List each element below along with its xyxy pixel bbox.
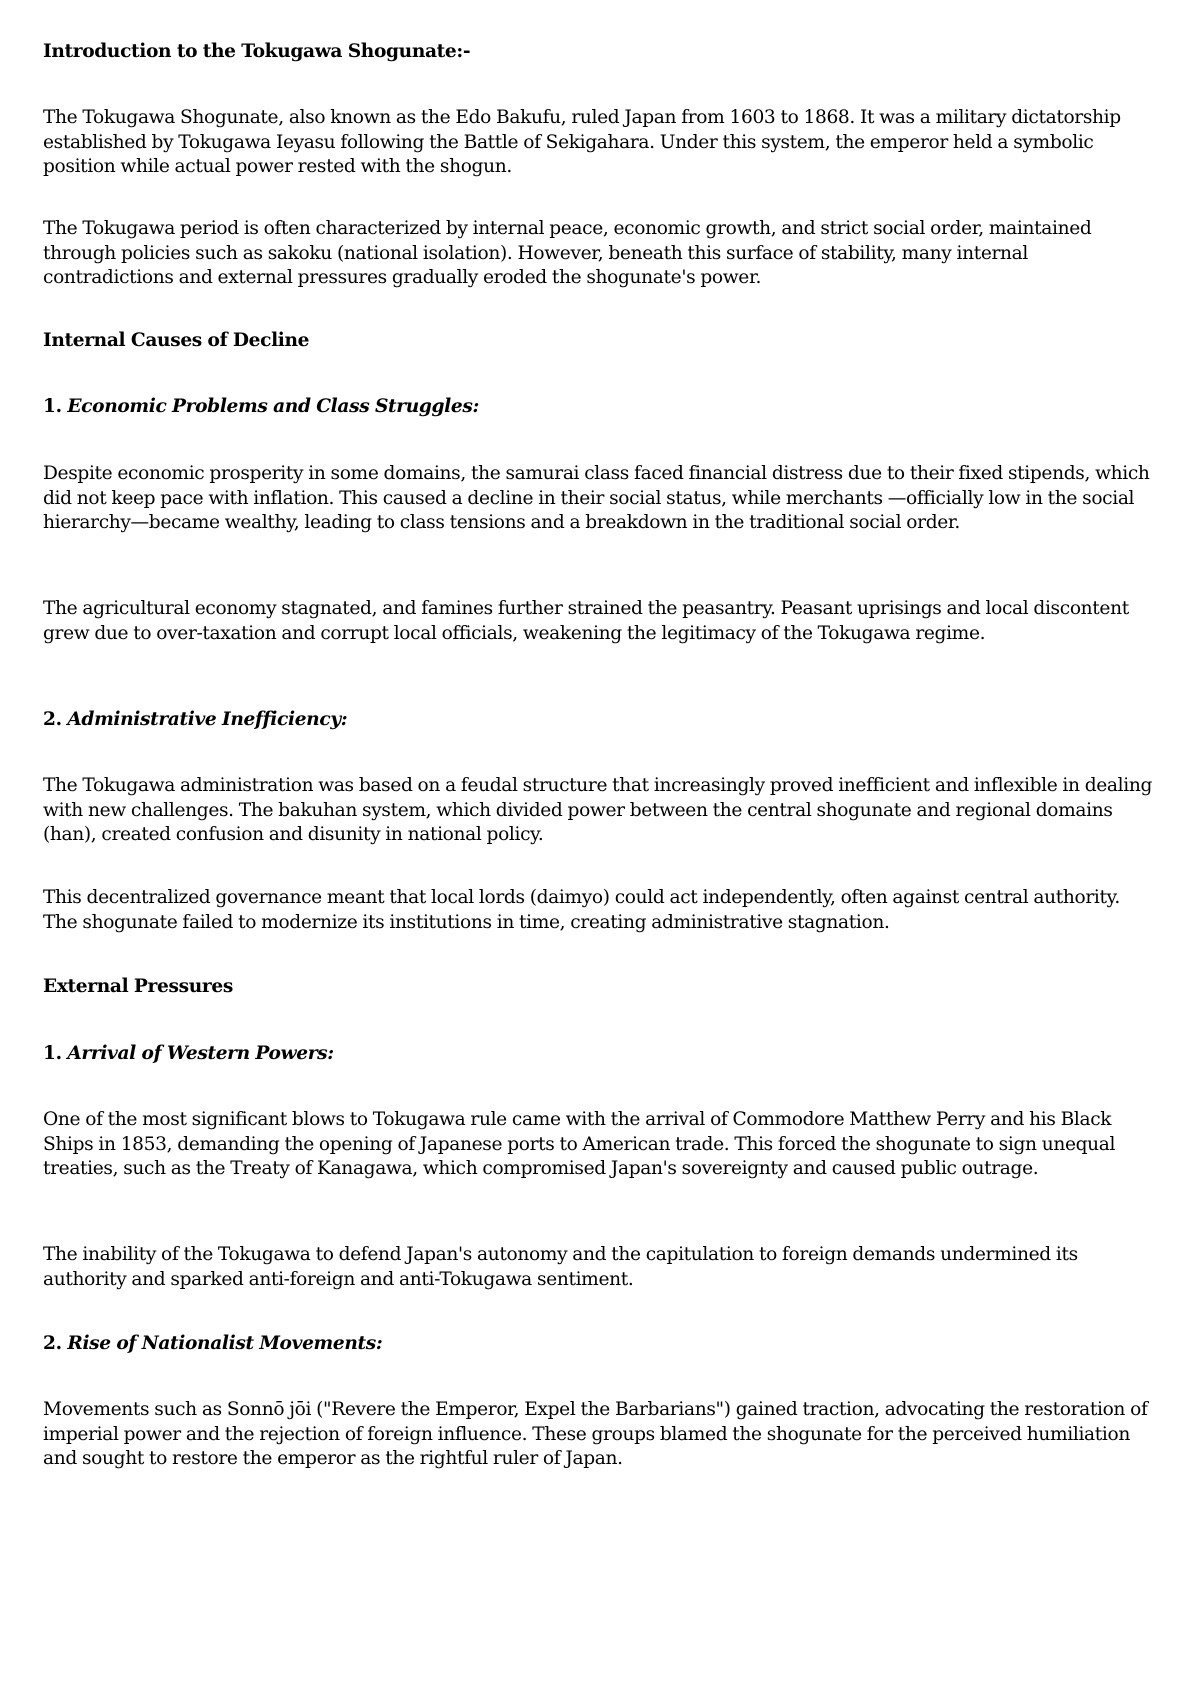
economic-paragraph-2: The agricultural economy stagnated, and famines further strained the peasantry. Peasant uprisings and local discontent grew due to over-taxation and corrupt local officials, weakening the legitimacy of the Tokugawa regime.	[43, 598, 1129, 644]
subheading-nationalist-movements	[43, 1332, 1158, 1357]
section-heading-internal: Internal Causes of Decline	[43, 330, 310, 351]
subheading-western-powers	[43, 1042, 1158, 1067]
nationalist-paragraph-1: Movements such as Sonnō jōi ("Revere the Emperor, Expel the Barbarians") gained traction, advocating the restoration of imperial power and the rejection of foreign influence. These groups blamed the shogunate for the perceived humiliation and sought to restore the emperor as the rightful ruler of Japan.	[43, 1399, 1148, 1470]
section-heading-external: External Pressures	[43, 976, 233, 997]
administrative-paragraph-2: This decentralized governance meant that local lords (daimyo) could act independently, often against central authority. The shogunate failed to modernize its institutions in time, creating administrative stagnation.	[43, 887, 1120, 933]
western-paragraph-2: The inability of the Tokugawa to defend Japan's autonomy and the capitulation to foreign demands undermined its authority and sparked anti-foreign and anti-Tokugawa sentiment.	[43, 1244, 1078, 1290]
intro-paragraph-2: The Tokugawa period is often characterized by internal peace, economic growth, and strict social order, maintained through policies such as sakoku (national isolation). However, beneath this surface of stability, many internal contradictions and external pressures gradually eroded the shogunate's power.	[43, 218, 1092, 289]
subheading-title: Arrival of Western Powers:	[67, 1043, 334, 1064]
economic-paragraph-1: Despite economic prosperity in some domains, the samurai class faced financial distress due to their fixed stipends, which did not keep pace with inflation. This caused a decline in their social status, while merchants —officially low in the social hierarchy—became wealthy, leading to class tensions and a breakdown in the traditional social order.	[43, 463, 1150, 534]
administrative-paragraph-1: The Tokugawa administration was based on a feudal structure that increasingly proved inefficient and inflexible in dealing with new challenges. The bakuhan system, which divided power between the central shogunate and regional domains (han), created confusion and disunity in national policy.	[43, 775, 1153, 846]
subheading-number: 2.	[43, 1333, 62, 1354]
intro-paragraph-1: The Tokugawa Shogunate, also known as the Edo Bakufu, ruled Japan from 1603 to 1868. It was a military dictatorship established by Tokugawa Ieyasu following the Battle of Sekigahara. Under this system, the emperor held a symbolic position while actual power rested with the shogun.	[43, 107, 1121, 178]
subheading-economic-problems	[43, 395, 1158, 420]
subheading-administrative-inefficiency	[43, 708, 1158, 733]
subheading-number: 1.	[43, 1043, 62, 1064]
subheading-number: 1.	[43, 396, 62, 417]
subheading-title: Economic Problems and Class Struggles:	[67, 396, 480, 417]
subheading-title: Rise of Nationalist Movements:	[67, 1333, 383, 1354]
document-title: Introduction to the Tokugawa Shogunate:-	[43, 41, 471, 62]
western-paragraph-1: One of the most significant blows to Tokugawa rule came with the arrival of Commodore Matthew Perry and his Black Ships in 1853, demanding the opening of Japanese ports to American trade. This forced the shogunate to sign unequal treaties, such as the Treaty of Kanagawa, which compromised Japan's sovereignty and caused public outrage.	[43, 1109, 1116, 1180]
subheading-title: Administrative Inefficiency:	[67, 709, 348, 730]
subheading-number: 2.	[43, 709, 62, 730]
